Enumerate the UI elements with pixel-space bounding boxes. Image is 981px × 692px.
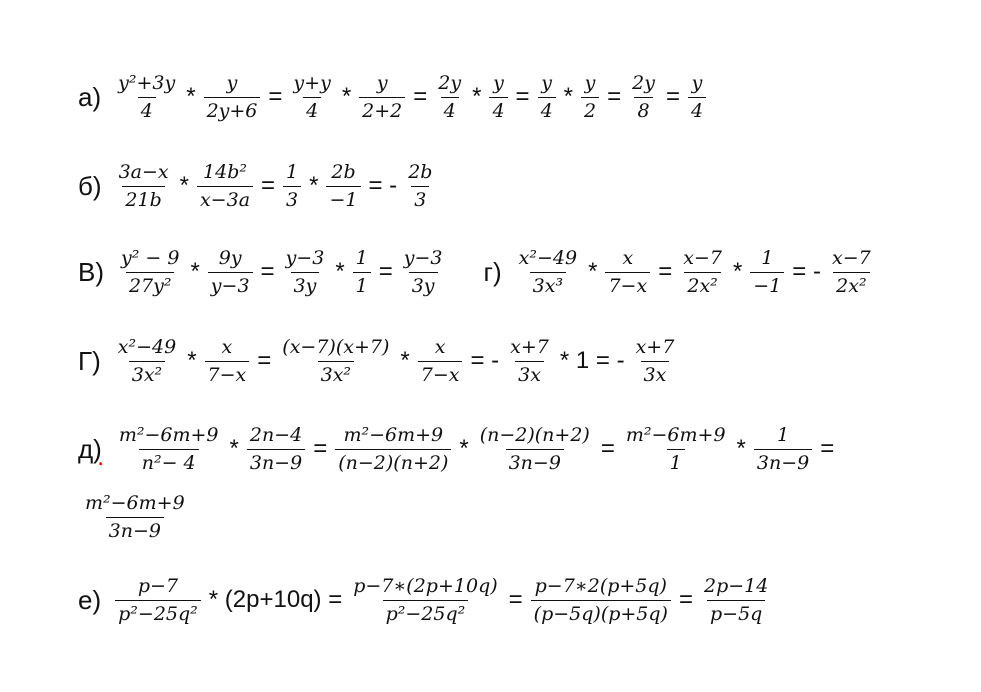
operator: *	[736, 435, 746, 463]
fraction	[680, 247, 725, 298]
fraction	[507, 336, 552, 387]
operator: = -	[470, 347, 500, 375]
fraction	[754, 424, 812, 475]
fraction-numerator: y	[541, 72, 552, 94]
fraction-denominator: p−5q	[707, 600, 765, 626]
operator: =	[268, 83, 283, 111]
operator: *	[472, 83, 482, 111]
fraction	[290, 72, 333, 123]
fraction-denominator: 4	[303, 97, 321, 123]
operator: =	[600, 435, 615, 463]
fraction-denominator: 2y+6	[204, 97, 261, 123]
fraction	[401, 247, 446, 298]
fraction-numerator: 1	[355, 247, 368, 269]
fraction-denominator: 8	[634, 97, 652, 123]
fraction	[435, 72, 464, 123]
fraction-denominator: 3y	[409, 272, 438, 298]
fraction-numerator: x−7	[831, 247, 871, 269]
fraction-numerator: 2p−14	[704, 575, 769, 597]
fraction-numerator: y−3	[285, 247, 325, 269]
fraction	[581, 72, 599, 123]
fraction	[118, 247, 182, 298]
fraction	[197, 161, 253, 212]
fraction-numerator: p−7∗(2p+10q)	[353, 575, 498, 597]
fraction-denominator: 3n−9	[247, 449, 305, 475]
fraction-denominator: 4	[441, 97, 459, 123]
fraction	[688, 72, 706, 123]
fraction-numerator: x+7	[510, 336, 549, 358]
fraction-numerator: y	[493, 72, 504, 94]
exercise-label: г)	[483, 256, 502, 287]
fraction	[116, 424, 222, 475]
operator: =	[313, 435, 328, 463]
fraction-denominator: 4	[688, 97, 706, 123]
exercise-label: а)	[78, 81, 102, 112]
fraction-numerator: x	[622, 247, 634, 269]
fraction-denominator: −1	[326, 186, 360, 212]
fraction	[116, 161, 172, 212]
fraction-denominator: 1	[353, 272, 371, 298]
fraction-numerator: x+7	[635, 336, 675, 358]
operator: *	[588, 258, 598, 286]
fraction	[538, 72, 556, 123]
operator: =	[678, 586, 693, 614]
fraction-numerator: y	[691, 72, 703, 94]
fraction-denominator: 2	[581, 97, 599, 123]
fraction-denominator: 2x²	[833, 272, 869, 298]
fraction-denominator: 4	[138, 97, 156, 123]
fraction-numerator: p−7∗2(p+5q)	[534, 575, 667, 597]
operator: * 1 = -	[559, 347, 625, 375]
fraction-denominator: p²−25q²	[115, 600, 201, 626]
fraction-numerator: x	[221, 336, 233, 358]
fraction-numerator: 9y	[218, 247, 242, 269]
operator: =	[378, 258, 393, 286]
fraction-denominator: 3n−9	[506, 449, 564, 475]
operator: =	[658, 258, 673, 286]
fraction	[115, 336, 179, 387]
fraction-numerator: 1	[286, 161, 299, 183]
operator: *	[229, 435, 239, 463]
fraction	[283, 161, 301, 212]
fraction	[335, 424, 451, 475]
fraction-denominator: n²− 4	[139, 449, 199, 475]
exercise-b	[78, 161, 439, 212]
fraction	[418, 336, 463, 387]
operator: *	[179, 172, 189, 200]
fraction-numerator: 3a−x	[118, 161, 169, 183]
exercise-d	[78, 424, 838, 475]
exercise-g	[78, 336, 681, 387]
fraction-denominator: 3	[283, 186, 301, 212]
operator: *	[732, 258, 743, 286]
fraction	[829, 247, 874, 298]
fraction	[633, 336, 678, 387]
fraction	[489, 72, 507, 123]
fraction	[204, 72, 261, 123]
fraction-denominator: −1	[750, 272, 784, 298]
fraction	[208, 247, 253, 298]
fraction	[605, 247, 650, 298]
operator: =	[820, 435, 835, 463]
operator: =	[413, 83, 428, 111]
fraction-numerator: y−3	[403, 247, 443, 269]
fraction-denominator: 7−x	[205, 361, 250, 387]
fraction-denominator: 3n−9	[106, 517, 164, 543]
fraction	[115, 72, 178, 123]
fraction-denominator: (p−5q)(p+5q)	[531, 600, 671, 626]
fraction-denominator: 4	[538, 97, 556, 123]
operator: =	[515, 83, 530, 111]
operator: =	[257, 347, 272, 375]
fraction	[283, 247, 328, 298]
exercise-label: В)	[78, 256, 104, 287]
exercise-d-continued	[78, 492, 192, 543]
fraction-numerator: (n−2)(n+2)	[479, 424, 590, 446]
fraction-denominator: 3x	[515, 361, 544, 387]
fraction	[279, 336, 392, 387]
exercise-v-g	[78, 247, 878, 298]
fraction-numerator: y	[584, 72, 596, 94]
fraction-numerator: y	[226, 72, 238, 94]
fraction	[359, 72, 405, 123]
operator: *	[563, 83, 573, 111]
fraction-denominator: 27y²	[126, 272, 175, 298]
fraction-denominator: 2+2	[359, 97, 405, 123]
fraction-denominator: 4	[489, 97, 507, 123]
fraction-numerator: p−7	[137, 575, 179, 597]
fraction	[531, 575, 671, 626]
fraction-numerator: m²−6m+9	[85, 492, 185, 514]
fraction-denominator: p²−25q²	[383, 600, 469, 626]
fraction	[82, 492, 188, 543]
fraction-numerator: 14b²	[203, 161, 247, 183]
fraction	[205, 336, 250, 387]
fraction-denominator: 1	[667, 449, 685, 475]
operator: *	[335, 258, 345, 286]
operator: *	[400, 347, 410, 375]
fraction-numerator: y	[376, 72, 388, 94]
fraction-denominator: 3y	[291, 272, 320, 298]
exercise-label: б)	[78, 170, 102, 201]
fraction	[629, 72, 658, 123]
operator: *	[186, 83, 196, 111]
exercise-label: е)	[78, 584, 102, 615]
exercise-a	[78, 72, 710, 123]
operator: *	[187, 347, 197, 375]
fraction-numerator: y+y	[293, 72, 331, 94]
fraction-denominator: 3x³	[530, 272, 566, 298]
fraction	[353, 247, 371, 298]
fraction-denominator: 3	[411, 186, 429, 212]
fraction-denominator: 7−x	[418, 361, 463, 387]
fraction-numerator: x²−49	[518, 247, 578, 269]
operator: =	[665, 83, 680, 111]
fraction	[477, 424, 593, 475]
fraction	[350, 575, 500, 626]
operator: =	[261, 172, 276, 200]
fraction-numerator: 2n−4	[249, 424, 303, 446]
fraction-numerator: x−7	[683, 247, 722, 269]
operator: =	[607, 83, 622, 111]
fraction-denominator: y−3	[208, 272, 253, 298]
operator: *	[309, 172, 319, 200]
fraction-numerator: (x−7)(x+7)	[282, 336, 390, 358]
operator: =	[508, 586, 523, 614]
fraction-numerator: y² − 9	[121, 247, 180, 269]
fraction-denominator: 3n−9	[754, 449, 812, 475]
fraction-numerator: 2y	[438, 72, 462, 94]
fraction-denominator: 3x²	[318, 361, 354, 387]
fraction	[247, 424, 305, 475]
fraction	[516, 247, 580, 298]
fraction	[750, 247, 784, 298]
exercise-label: д)	[78, 433, 102, 464]
fraction-numerator: 2y	[632, 72, 655, 94]
operator: = -	[792, 258, 821, 286]
fraction-denominator: (n−2)(n+2)	[335, 449, 451, 475]
fraction-numerator: 2b	[331, 161, 356, 183]
fraction-numerator: m²−6m+9	[625, 424, 726, 446]
fraction-numerator: 1	[761, 247, 774, 269]
fraction-denominator: 3x²	[129, 361, 165, 387]
fraction	[115, 575, 201, 626]
fraction-numerator: y²+3y	[118, 72, 176, 94]
fraction-numerator: m²−6m+9	[343, 424, 444, 446]
fraction-numerator: x	[434, 336, 446, 358]
fraction	[701, 575, 771, 626]
operator: = -	[368, 172, 398, 200]
operator: =	[260, 258, 275, 286]
fraction-denominator: 3x	[641, 361, 670, 387]
fraction-denominator: 21b	[122, 186, 164, 212]
fraction	[623, 424, 729, 475]
operator: *	[190, 258, 200, 286]
fraction-denominator: 2x²	[684, 272, 720, 298]
fraction	[326, 161, 360, 212]
operator: *	[341, 83, 352, 111]
fraction-numerator: m²−6m+9	[118, 424, 219, 446]
fraction-numerator: 2b	[408, 161, 433, 183]
operator: *	[459, 435, 469, 463]
exercise-label: Г)	[78, 345, 101, 376]
fraction-numerator: x²−49	[117, 336, 177, 358]
exercise-e	[78, 575, 775, 626]
fraction-numerator: 1	[777, 424, 790, 446]
fraction	[405, 161, 435, 212]
fraction-denominator: x−3a	[197, 186, 253, 212]
fraction-denominator: 7−x	[605, 272, 650, 298]
operator: * (2p+10q) =	[208, 586, 343, 614]
